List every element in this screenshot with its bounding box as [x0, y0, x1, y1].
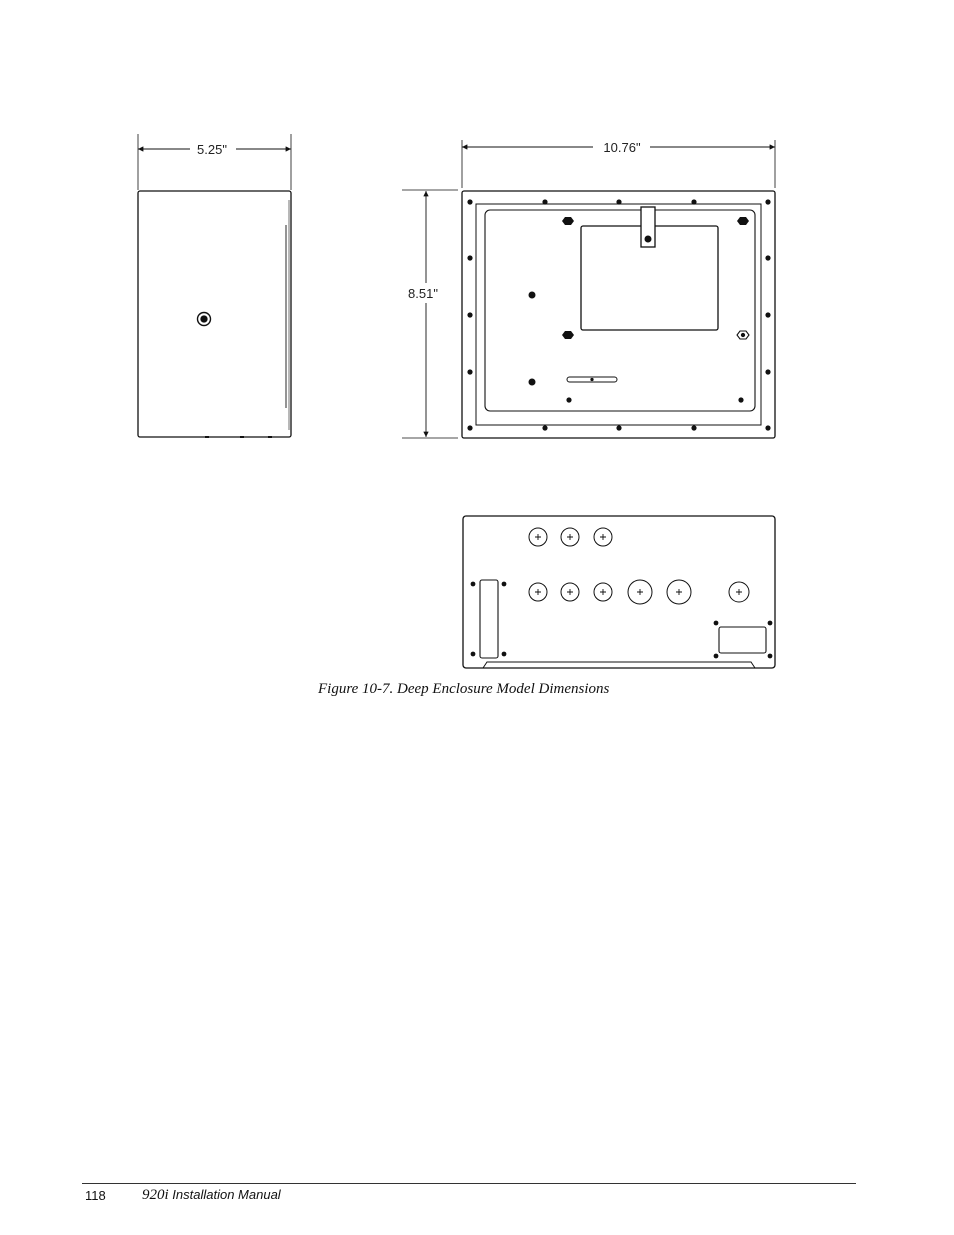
front-view [402, 140, 775, 438]
dimension-front-width: 10.76" [603, 140, 641, 155]
manual-title-text: Installation Manual [168, 1187, 281, 1202]
product-name: 920i [142, 1187, 169, 1203]
dimension-front-height: 8.51" [408, 286, 438, 301]
bottom-view [463, 516, 775, 668]
dimension-side-width: 5.25" [197, 142, 227, 157]
cord-grip-holes [529, 528, 749, 604]
gland-nut [737, 331, 749, 339]
front-view-holes [467, 199, 770, 430]
side-view [138, 134, 291, 437]
figure-caption: Figure 10-7. Deep Enclosure Model Dimensions [318, 681, 610, 697]
bottom-view-screws [471, 582, 773, 659]
manual-title [142, 1187, 281, 1204]
page-number: 118 [85, 1188, 106, 1203]
cord-grip-centers [535, 534, 742, 595]
footer-rule [82, 1183, 856, 1184]
